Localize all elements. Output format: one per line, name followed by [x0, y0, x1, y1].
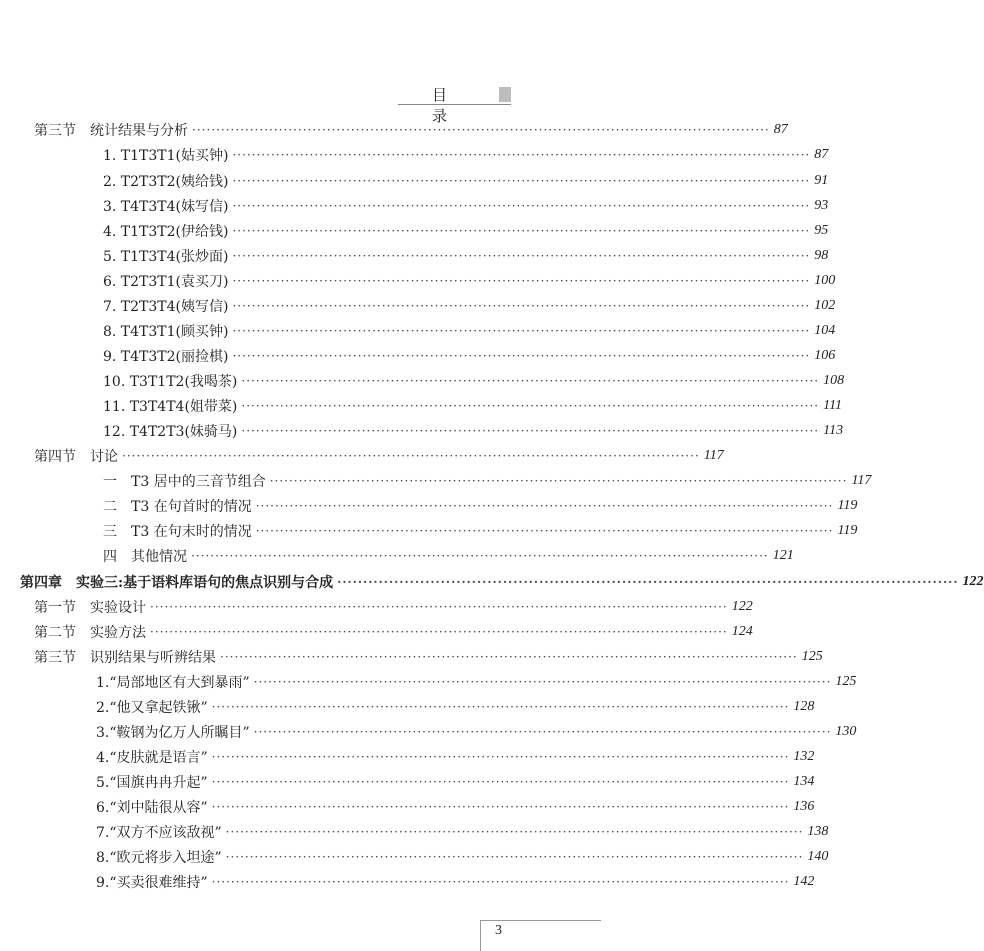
toc-entry-title: 4. T1T3T2(伊给钱)	[103, 224, 229, 240]
toc-entry-label	[34, 446, 118, 466]
toc-entry-title: 2. T2T3T2(姨给钱)	[103, 174, 229, 190]
toc-page-number: 130	[835, 724, 857, 739]
toc-entry-title: 7.“双方不应该敌视”	[96, 825, 222, 841]
toc-page-number: 111	[823, 398, 843, 413]
toc-entry[interactable]	[103, 394, 843, 418]
toc-entry[interactable]	[96, 695, 815, 719]
toc-leader-dots: ························································································································	[255, 499, 834, 513]
toc-entry-title: 实验方法	[90, 625, 146, 641]
toc-entry-label	[103, 271, 228, 291]
toc-entry-title: T3 在句首时的情况	[131, 499, 252, 515]
toc-leader-dots: ························································································································	[232, 148, 811, 162]
toc-entry[interactable]	[34, 620, 753, 644]
toc-entry-number: 第三节	[34, 123, 76, 139]
toc-page-number: 93	[814, 198, 829, 213]
toc-entry[interactable]	[96, 720, 857, 744]
toc-leader-dots: ························································································································	[255, 524, 834, 538]
toc-entry-title: 3. T4T3T4(妹写信)	[103, 199, 229, 215]
toc-page-number: 132	[793, 749, 815, 764]
toc-entry-label	[103, 521, 252, 541]
toc-entry-title: 5. T1T3T4(张炒面)	[103, 249, 229, 265]
toc-entry-title: 讨论	[90, 449, 118, 465]
toc-leader-dots: ························································································································	[241, 424, 820, 438]
toc-entry[interactable]	[96, 670, 857, 694]
toc-entry-label	[96, 747, 208, 767]
toc-entry-label	[96, 722, 250, 742]
toc-leader-dots: ························································································································	[225, 825, 804, 839]
toc-entry[interactable]	[96, 820, 829, 844]
toc-entry-label	[103, 396, 237, 416]
toc-entry-number: 第一节	[34, 600, 76, 616]
toc-leader-dots: ························································································································	[191, 549, 769, 563]
toc-leader-dots: ························································································································	[241, 399, 820, 413]
toc-entry[interactable]	[103, 294, 836, 318]
toc-entry[interactable]	[34, 595, 753, 619]
toc-leader-dots: ························································································································	[269, 474, 848, 488]
toc-entry[interactable]	[96, 870, 815, 894]
toc-entry[interactable]	[103, 269, 836, 293]
toc-page-number: 128	[793, 699, 815, 714]
toc-page-number: 125	[835, 674, 857, 689]
toc-page-number: 106	[814, 348, 836, 363]
page-number: 3	[495, 923, 502, 938]
toc-entry-title: 9. T4T3T2(丽捡棋)	[103, 349, 229, 365]
toc-page-number: 140	[807, 849, 829, 864]
toc-entry-number: 四	[103, 549, 117, 565]
toc-leader-dots: ························································································································	[211, 700, 790, 714]
toc-entry-label	[96, 822, 222, 842]
toc-leader-dots: ························································································································	[211, 800, 790, 814]
toc-entry[interactable]	[103, 194, 829, 218]
toc-page-number: 100	[814, 273, 836, 288]
toc-entry[interactable]	[96, 845, 829, 869]
toc-entry-label	[34, 120, 188, 140]
toc-entry-number: 第四章	[20, 575, 62, 591]
toc-page-number: 117	[851, 473, 872, 488]
toc-entry-number: 二	[103, 499, 117, 515]
toc-page-number: 125	[801, 649, 823, 664]
toc-page-number: 117	[703, 448, 724, 463]
toc-entry-label	[103, 171, 228, 191]
toc-entry-label	[103, 145, 228, 165]
toc-page-number: 104	[814, 323, 836, 338]
toc-entry-label	[103, 296, 228, 316]
toc-entry-title: 9.“买卖很难维持”	[96, 875, 208, 891]
toc-page-number: 142	[793, 874, 815, 889]
toc-entry-number: 一	[103, 474, 117, 490]
toc-entry-title: 4.“皮肤就是语言”	[96, 750, 208, 766]
toc-entry-label	[103, 196, 228, 216]
toc-page-number: 98	[814, 248, 829, 263]
toc-leader-dots: ························································································································	[232, 324, 811, 338]
toc-leader-dots: ························································································································	[232, 199, 811, 213]
toc-entry-label	[96, 697, 208, 717]
page-footer	[480, 920, 601, 951]
toc-entry-title: 1. T1T3T1(姑买钟)	[103, 148, 229, 164]
toc-entry-label	[103, 496, 252, 516]
toc-entry[interactable]	[103, 169, 829, 193]
toc-entry-label	[103, 371, 237, 391]
toc-page-number: 124	[731, 624, 753, 639]
toc-entry[interactable]	[96, 770, 815, 794]
toc-entry-label	[103, 346, 228, 366]
toc-leader-dots: ························································································································	[232, 274, 811, 288]
toc-entry[interactable]	[103, 219, 829, 243]
toc-entry[interactable]	[103, 519, 858, 543]
toc-page-number: 122	[731, 599, 753, 614]
toc-leader-dots: ························································································································	[150, 625, 728, 639]
toc-entry[interactable]	[103, 469, 872, 493]
toc-page-number: 87	[773, 122, 788, 137]
toc-entry-title: 识别结果与听辨结果	[90, 650, 216, 666]
toc-entry-number: 三	[103, 524, 117, 540]
toc-entry[interactable]	[103, 369, 845, 393]
toc-entry[interactable]	[103, 544, 794, 568]
toc-entry-title: 10. T3T1T2(我喝茶)	[103, 374, 238, 390]
toc-page-number: 138	[807, 824, 829, 839]
toc-leader-dots: ························································································································	[232, 174, 811, 188]
toc-entry-number: 第四节	[34, 449, 76, 465]
toc-entry[interactable]	[34, 645, 823, 669]
toc-entry-label	[103, 246, 228, 266]
toc-leader-dots: ························································································································	[211, 750, 790, 764]
toc-entry-title: 统计结果与分析	[90, 123, 188, 139]
toc-entry-label	[96, 847, 222, 867]
toc-entry[interactable]	[103, 344, 836, 368]
toc-entry-title: 6. T2T3T1(袁买刀)	[103, 274, 229, 290]
toc-leader-dots: ························································································································	[232, 249, 811, 263]
toc-entry-title: 8.“欧元将步入坦途”	[96, 850, 222, 866]
toc-entry-title: T3 居中的三音节组合	[131, 474, 266, 490]
toc-leader-dots: ························································································································	[241, 374, 820, 388]
toc-page-number: 119	[837, 523, 858, 538]
toc-entry-label	[96, 797, 208, 817]
toc-entry-title: 实验三:基于语料库语句的焦点识别与合成	[76, 575, 334, 591]
toc-page-number: 134	[793, 774, 815, 789]
toc-entry-label	[103, 421, 237, 441]
toc-entry-title: 1.“局部地区有大到暴雨”	[96, 675, 250, 691]
toc-entry[interactable]	[103, 143, 829, 167]
toc-entry-label	[34, 622, 146, 642]
toc-leader-dots: ························································································································	[192, 123, 770, 137]
toc-entry-label	[96, 872, 208, 892]
toc-entry-label	[103, 546, 187, 566]
toc-leader-dots: ························································································································	[232, 349, 811, 363]
toc-entry-title: 2.“他又拿起铁锹”	[96, 700, 208, 716]
header-title: 目 录	[432, 86, 464, 125]
toc-leader-dots: ························································································································	[225, 850, 804, 864]
toc-leader-dots: ························································································································	[253, 675, 832, 689]
toc-page-number: 121	[772, 548, 794, 563]
toc-page-number: 113	[823, 423, 844, 438]
toc-entry[interactable]	[20, 570, 984, 594]
toc-leader-dots: ························································································································	[337, 575, 959, 589]
toc-leader-dots: ························································································································	[211, 875, 790, 889]
toc-leader-dots: ························································································································	[253, 725, 832, 739]
toc-leader-dots: ························································································································	[232, 299, 811, 313]
toc-entry[interactable]	[34, 444, 724, 468]
toc-entry-label	[96, 672, 250, 692]
toc-entry[interactable]	[103, 494, 858, 518]
toc-entry-label	[103, 221, 228, 241]
toc-entry-label	[103, 321, 228, 341]
toc-leader-dots: ························································································································	[232, 224, 811, 238]
toc-entry[interactable]	[34, 118, 788, 142]
toc-entry-title: 3.“鞍钢为亿万人所瞩目”	[96, 725, 250, 741]
toc-entry-title: 11. T3T4T4(姐带菜)	[103, 399, 238, 415]
toc-leader-dots: ························································································································	[150, 600, 728, 614]
toc-entry-label	[34, 647, 216, 667]
toc-page-number: 102	[814, 298, 836, 313]
toc-page-number: 95	[814, 223, 829, 238]
toc-entry-label	[20, 572, 333, 592]
toc-entry-title: 8. T4T3T1(顾买钟)	[103, 324, 229, 340]
toc-entry-label	[34, 597, 146, 617]
toc-entry[interactable]	[103, 419, 844, 443]
toc-entry-label	[103, 471, 266, 491]
toc-entry-title: 5.“国旗冉冉升起”	[96, 775, 208, 791]
toc-page-number: 122	[962, 574, 984, 589]
toc-page-number: 119	[837, 498, 858, 513]
toc-entry-title: 12. T4T2T3(妹骑马)	[103, 424, 238, 440]
toc-entry-title: 7. T2T3T4(姨写信)	[103, 299, 229, 315]
toc-entry[interactable]	[103, 319, 836, 343]
toc-page-number: 136	[793, 799, 815, 814]
toc-page-number: 108	[823, 373, 845, 388]
toc-leader-dots: ························································································································	[211, 775, 790, 789]
toc-entry-number: 第三节	[34, 650, 76, 666]
toc-entry-title: 6.“刘中陆很从容”	[96, 800, 208, 816]
toc-entry-number: 第二节	[34, 625, 76, 641]
toc-page-number: 91	[814, 173, 829, 188]
toc-entry-title: T3 在句末时的情况	[131, 524, 252, 540]
toc-page-number: 87	[814, 147, 829, 162]
toc-entry-label	[96, 772, 208, 792]
toc-leader-dots: ························································································································	[122, 449, 700, 463]
toc-entry[interactable]	[103, 244, 829, 268]
toc-entry[interactable]	[96, 795, 815, 819]
toc-leader-dots: ························································································································	[220, 650, 798, 664]
toc-entry-title: 其他情况	[131, 549, 187, 565]
toc-entry-title: 实验设计	[90, 600, 146, 616]
toc-entry[interactable]	[96, 745, 815, 769]
